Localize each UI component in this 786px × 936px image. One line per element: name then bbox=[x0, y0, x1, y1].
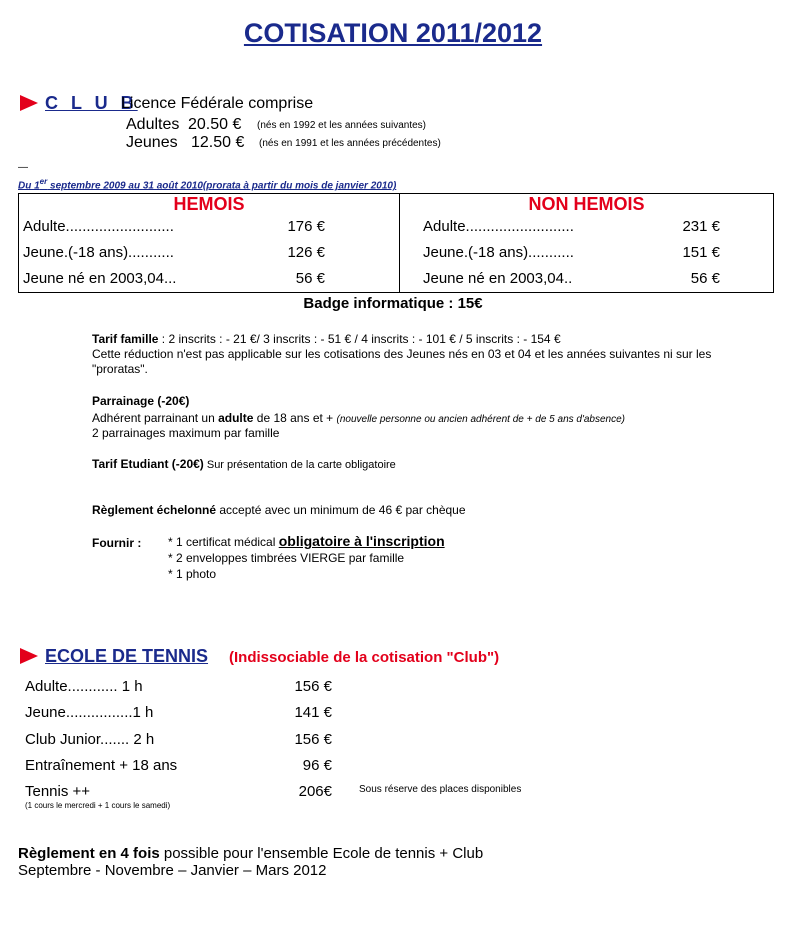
adultes-note: (nés en 1992 et les années suivantes) bbox=[257, 120, 426, 131]
row-label: Jeune.(-18 ans)........... bbox=[23, 244, 174, 261]
row-value: 126 € bbox=[287, 244, 325, 261]
row-value: 56 € bbox=[295, 270, 325, 287]
famille-note: Cette réduction n'est pas applicable sur les cotisations des Jeunes nés en 03 et 04 et les années suivantes ni sur les bbox=[92, 347, 712, 361]
parrainage-heading: Parrainage (-20€) bbox=[92, 394, 190, 408]
arrow-bullet-icon bbox=[20, 95, 38, 111]
famille-line: Tarif famille : 2 inscrits : - 21 €/ 3 inscrits : - 51 € / 4 inscrits : - 101 € / 5 inscrits : - 154 € bbox=[92, 332, 561, 346]
ecole-row-value: 156 € bbox=[294, 678, 332, 695]
table-row bbox=[19, 214, 399, 240]
ecole-row-value: 141 € bbox=[294, 704, 332, 721]
table-row bbox=[400, 240, 773, 266]
jeunes-note: (nés en 1991 et les années précédentes) bbox=[259, 138, 441, 149]
ecole-row-label: Entraînement + 18 ans bbox=[25, 757, 178, 774]
tennis-plus-subnote: (1 cours le mercredi + 1 cours le samedi) bbox=[25, 801, 171, 810]
hemois-header: HEMOIS bbox=[173, 194, 245, 214]
ecole-row-label: Club Junior....... 2 h bbox=[25, 731, 155, 748]
adultes-label: Adultes bbox=[126, 116, 180, 133]
ecole-heading: ECOLE DE TENNIS bbox=[45, 646, 209, 666]
ecole-row-value: 206€ bbox=[298, 783, 332, 800]
club-heading: C L U B bbox=[45, 93, 138, 113]
ecole-row-label: Adulte............ 1 h bbox=[25, 678, 143, 695]
table-row bbox=[400, 266, 773, 292]
fournir-item-enveloppes: * 2 enveloppes timbrées VIERGE par famille bbox=[168, 551, 405, 565]
table-row bbox=[400, 214, 773, 240]
tarifs-table bbox=[18, 193, 774, 293]
dash-mark: — bbox=[18, 162, 28, 173]
footer-line: Règlement en 4 fois possible pour l'ensemble Ecole de tennis + Club bbox=[18, 845, 484, 862]
parrainage-line: Adhérent parrainant un adulte de 18 ans et + (nouvelle personne ou ancien adhérent de + de 5 ans d'absence) bbox=[92, 411, 626, 425]
badge-line: Badge informatique : 15€ bbox=[303, 295, 483, 312]
arrow-bullet-icon bbox=[20, 648, 38, 664]
famille-note-2: "proratas". bbox=[92, 362, 148, 376]
row-label: Adulte.......................... bbox=[23, 218, 174, 235]
footer-months: Septembre - Novembre – Janvier – Mars 2012 bbox=[18, 862, 327, 879]
non-hemois-column bbox=[400, 194, 774, 293]
row-label: Adulte.......................... bbox=[423, 218, 574, 235]
row-label: Jeune.(-18 ans)........... bbox=[423, 244, 574, 261]
hemois-column bbox=[19, 194, 400, 293]
fournir-item-photo: * 1 photo bbox=[168, 567, 217, 581]
ecole-row-value: 96 € bbox=[302, 757, 332, 774]
page-title: COTISATION 2011/2012 bbox=[243, 18, 543, 48]
reserve-note: Sous réserve des places disponibles bbox=[359, 784, 522, 795]
jeunes-price: 12.50 € bbox=[191, 134, 245, 151]
parrainage-max: 2 parrainages maximum par famille bbox=[92, 426, 280, 440]
ecole-row-value: 156 € bbox=[294, 731, 332, 748]
period-line: Du 1er septembre 2009 au 31 août 2010(prorata à partir du mois de janvier 2010) bbox=[18, 177, 397, 192]
row-value: 56 € bbox=[690, 270, 720, 287]
ecole-note: (Indissociable de la cotisation "Club") bbox=[229, 649, 500, 666]
ecole-row-label: Jeune................1 h bbox=[25, 704, 154, 721]
row-label: Jeune né en 2003,04... bbox=[23, 270, 177, 287]
row-value: 151 € bbox=[682, 244, 720, 261]
ecole-row-label: Tennis ++ bbox=[25, 783, 91, 800]
row-value: 231 € bbox=[682, 218, 720, 235]
row-label: Jeune né en 2003,04.. bbox=[423, 270, 573, 287]
table-row bbox=[19, 266, 399, 292]
etudiant-line: Tarif Etudiant (-20€) Sur présentation de la carte obligatoire bbox=[92, 457, 396, 471]
jeunes-label: Jeunes bbox=[126, 134, 178, 151]
table-row bbox=[19, 240, 399, 266]
non-hemois-header: NON HEMOIS bbox=[528, 194, 645, 214]
reglement-echelonne-line: Règlement échelonné accepté avec un minimum de 46 € par chèque bbox=[92, 503, 466, 517]
row-value: 176 € bbox=[287, 218, 325, 235]
adultes-price: 20.50 € bbox=[188, 116, 242, 133]
fournir-label: Fournir : bbox=[92, 536, 142, 550]
fournir-item-certificat: * 1 certificat médical obligatoire à l'inscription bbox=[168, 533, 445, 549]
club-subtitle: Licence Fédérale comprise bbox=[121, 95, 314, 112]
